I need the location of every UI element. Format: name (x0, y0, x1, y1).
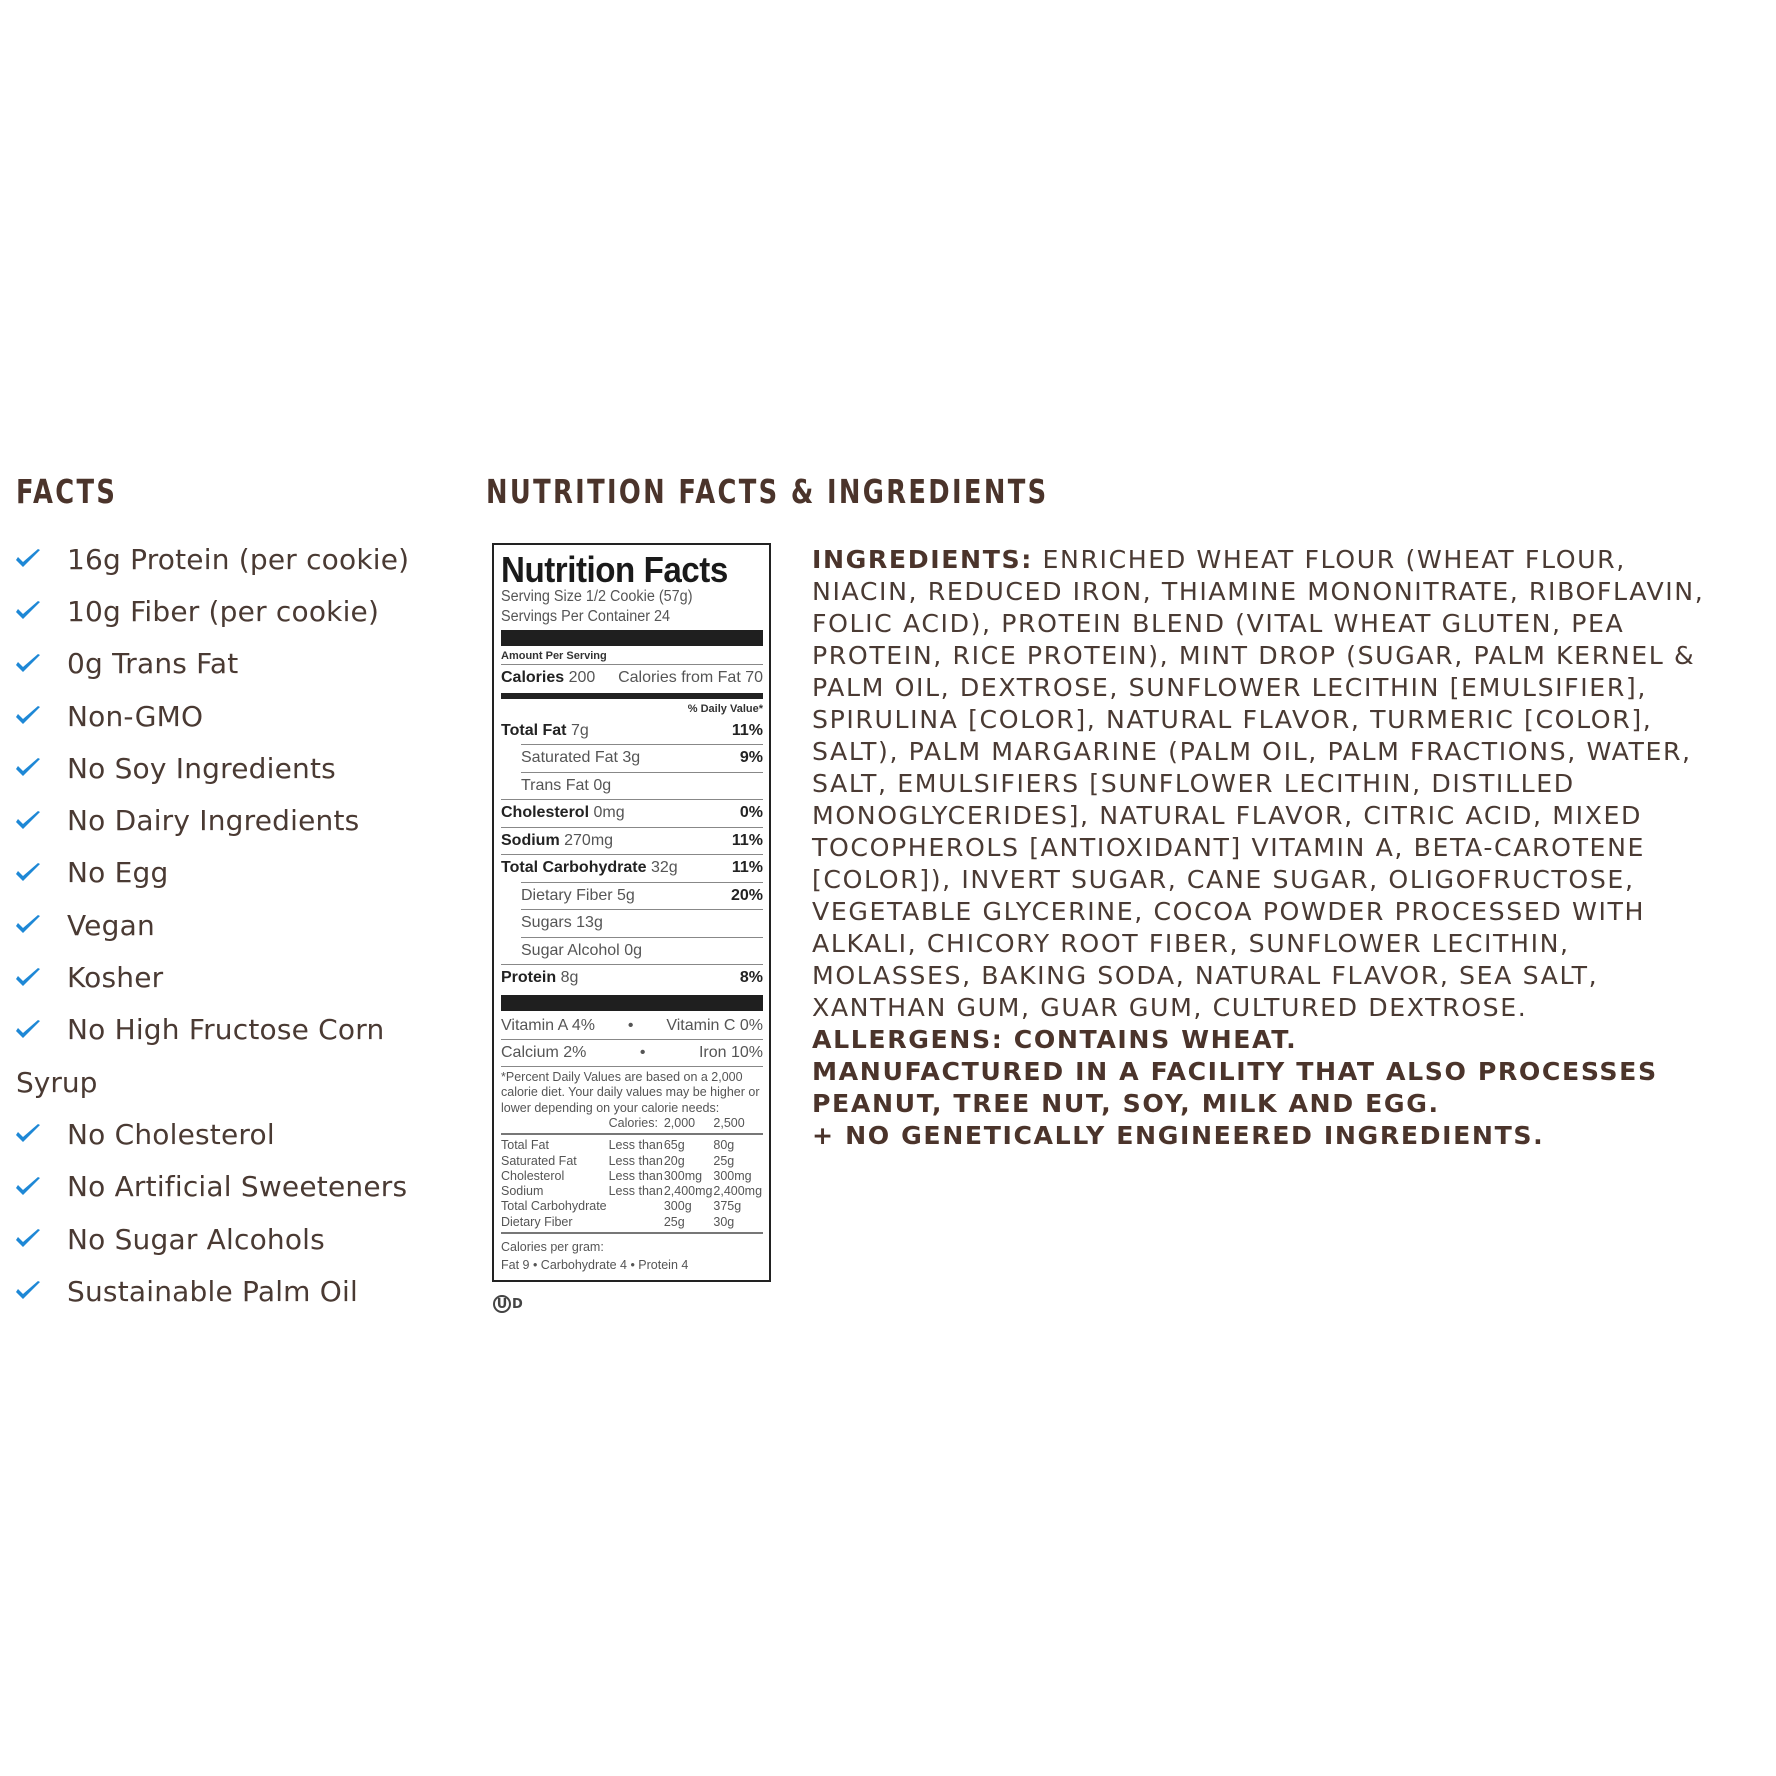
checkmark-icon (14, 547, 54, 571)
dv-table-cell: 20g (663, 1153, 685, 1168)
nutrient-daily-value: 0% (739, 804, 763, 822)
nutrient-daily-value: 11% (731, 859, 763, 877)
nutrient-amount: 0g (624, 941, 642, 959)
bullet-separator: • (627, 1016, 634, 1034)
daily-value-table (501, 1116, 763, 1230)
ingredient-text: FOLIC ACID), PROTEIN BLEND (VITAL WHEAT GLUTEN, PEA (812, 609, 1625, 638)
nutrient-row (501, 799, 763, 827)
dv-table-cell: Saturated Fat (501, 1153, 577, 1168)
calories-value: 200 (568, 669, 596, 687)
fact-label: No Cholesterol (67, 1117, 275, 1151)
ingredient-line (812, 896, 1772, 928)
nutrient-name: Sugar Alcohol (521, 941, 620, 959)
medium-divider (501, 693, 763, 699)
dv-table-cell: Total Fat (501, 1138, 549, 1153)
vitamin-right: Vitamin C 0% (666, 1016, 763, 1034)
fact-item (14, 951, 414, 1003)
dv-table-header (501, 1116, 763, 1134)
checkmark-icon (14, 1175, 54, 1199)
ingredient-line (812, 576, 1772, 608)
ingredient-text: MONOGLYCERIDES], NATURAL FLAVOR, CITRIC ACID, MIXED (812, 801, 1642, 830)
checkmark-icon (14, 1227, 54, 1251)
dv-table-cell: Cholesterol (501, 1168, 565, 1183)
nutrient-row (501, 827, 763, 855)
vitamin-row (501, 1013, 763, 1039)
dv-table-row (501, 1215, 763, 1230)
nutrient-rows (501, 718, 763, 992)
ingredient-line (812, 544, 1772, 576)
ingredient-text: SPIRULINA [COLOR], NATURAL FLAVOR, TURMERIC [COLOR], (812, 705, 1653, 734)
fact-item (14, 847, 414, 899)
checkmark-icon (14, 809, 54, 833)
ingredient-text: PALM OIL, DEXTROSE, SUNFLOWER LECITHIN [EMULSIFIER], (812, 673, 1647, 702)
ingredient-line (812, 608, 1772, 640)
nutrient-row (521, 772, 763, 800)
ingredient-text: NIACIN, REDUCED IRON, THIAMINE MONONITRATE, RIBOFLAVIN, (812, 577, 1705, 606)
nutrient-name: Trans Fat (521, 776, 589, 794)
nutrient-daily-value: 8% (739, 969, 763, 987)
nutrient-name: Saturated Fat (521, 749, 618, 767)
facts-heading: FACTS (16, 472, 118, 511)
ingredient-text: [COLOR]), INVERT SUGAR, CANE SUGAR, OLIGOFRUCTOSE, (812, 865, 1635, 894)
dv-table-cell: 300g (663, 1199, 692, 1214)
vitamin-row (501, 1039, 763, 1066)
servings-per-container: Servings Per Container 24 (501, 608, 671, 625)
kosher-dairy-symbol (493, 1295, 523, 1313)
dv-table-header-cell (501, 1116, 609, 1134)
nutrient-amount: 8g (560, 969, 579, 987)
fact-label: No Dairy Ingredients (67, 804, 360, 838)
dv-table-cell: 25g (713, 1153, 735, 1168)
fact-item-continuation: Syrup (16, 1065, 98, 1099)
dv-table-cell: Less than (608, 1168, 663, 1183)
nutrient-amount: 270mg (564, 831, 614, 849)
nutrient-name: Protein (501, 969, 557, 987)
dv-table-cell: Total Carbohydrate (501, 1199, 607, 1214)
facts-checklist (14, 533, 414, 1317)
fact-label: 10g Fiber (per cookie) (67, 594, 380, 628)
dv-table-cell: 2,400mg (663, 1184, 713, 1199)
nutrient-name: Sugars (521, 914, 572, 932)
fact-label: 0g Trans Fat (67, 647, 239, 681)
facility-statement-line-1: MANUFACTURED IN A FACILITY THAT ALSO PROCESSES (812, 1057, 1658, 1086)
dv-table-cell: Less than (608, 1138, 663, 1153)
ingredient-line (812, 960, 1772, 992)
nutrition-label-title: Nutrition Facts (501, 549, 728, 590)
vitamin-rows (501, 1013, 763, 1066)
nutrient-name: Sodium (501, 831, 560, 849)
fact-label: Sustainable Palm Oil (67, 1274, 358, 1308)
nutrient-daily-value: 11% (731, 721, 763, 739)
ingredients-label: INGREDIENTS: (812, 545, 1033, 574)
calories-from-fat: Calories from Fat 70 (618, 669, 763, 687)
fact-label: No High Fructose Corn (67, 1013, 385, 1047)
calories-per-gram-label: Calories per gram: (501, 1240, 604, 1255)
nutrient-row (521, 882, 763, 910)
dv-table-row (501, 1138, 763, 1153)
nutrient-row (521, 744, 763, 772)
calories-row (501, 664, 763, 692)
ingredient-line (812, 992, 1772, 1024)
checkmark-icon (14, 1122, 54, 1146)
kosher-dairy-suffix: D (512, 1296, 523, 1312)
ingredient-line (812, 640, 1772, 672)
nutrient-name: Dietary Fiber (521, 886, 613, 904)
vitamin-left: Vitamin A 4% (501, 1016, 595, 1034)
nutrient-name: Cholesterol (501, 804, 590, 822)
dv-table-row (501, 1154, 763, 1169)
checkmark-icon (14, 1279, 54, 1303)
ingredient-line (812, 704, 1772, 736)
dv-table-cell: Dietary Fiber (501, 1214, 573, 1229)
dv-table-cell: Less than (608, 1184, 663, 1199)
checkmark-icon (14, 756, 54, 780)
checkmark-icon (14, 599, 54, 623)
allergens-statement: ALLERGENS: CONTAINS WHEAT. (812, 1025, 1298, 1054)
daily-value-footnote: *Percent Daily Values are based on a 2,000 calorie diet. Your daily values may be higher or lower depending on your calorie needs: (501, 1069, 760, 1115)
checkmark-icon (14, 913, 54, 937)
fact-item (14, 1161, 414, 1213)
fact-item (14, 1265, 414, 1317)
bullet-separator: • (639, 1043, 646, 1061)
nutrient-amount: 13g (576, 914, 603, 932)
nutrition-facts-label (492, 543, 771, 1282)
thick-divider (501, 630, 763, 646)
checkmark-icon (14, 861, 54, 885)
ou-kosher-icon: U (493, 1295, 511, 1313)
nutrition-ingredients-heading: NUTRITION FACTS & INGREDIENTS (486, 472, 1049, 511)
nutrient-row (521, 909, 763, 937)
dv-table-cell (609, 1215, 664, 1230)
checkmark-icon (14, 966, 54, 990)
fact-item (14, 1108, 414, 1160)
dv-table-header-cell: Calories: (608, 1116, 658, 1130)
vitamin-right: Iron 10% (698, 1043, 763, 1061)
nutrient-row (501, 964, 763, 992)
fact-item (14, 638, 414, 690)
non-ge-statement: + NO GENETICALLY ENGINEERED INGREDIENTS. (812, 1121, 1545, 1150)
nutrient-amount: 7g (570, 721, 589, 739)
ingredient-text: ENRICHED WHEAT FLOUR (WHEAT FLOUR, (1032, 545, 1626, 574)
checkmark-icon (14, 704, 54, 728)
dv-table-cell: 300mg (713, 1168, 752, 1183)
fact-item (14, 899, 414, 951)
nutrient-amount: 3g (622, 749, 641, 767)
fact-label: Non-GMO (67, 699, 204, 733)
fact-label: No Soy Ingredients (67, 751, 336, 785)
fact-label: No Sugar Alcohols (67, 1222, 325, 1256)
fact-item (14, 585, 414, 637)
nutrient-amount: 32g (650, 859, 678, 877)
dv-table-cell: Sodium (501, 1184, 544, 1199)
nutrient-name: Total Carbohydrate (501, 859, 647, 877)
dv-table-row (501, 1199, 763, 1214)
dv-table-cell: 25g (663, 1214, 685, 1229)
ingredient-lines (812, 544, 1772, 1024)
calories-label: Calories (501, 669, 565, 687)
ingredient-line (812, 768, 1772, 800)
checkmark-icon (14, 652, 54, 676)
nutrient-name: Total Fat (501, 721, 567, 739)
fact-label: Kosher (67, 961, 164, 995)
dv-table-header-cell: 2,500 (713, 1116, 745, 1130)
ingredients-block (812, 544, 1772, 1152)
fact-label: No Egg (67, 856, 169, 890)
checkmark-icon (14, 1018, 54, 1042)
nutrient-row (501, 854, 763, 882)
calories-per-gram: Fat 9 • Carbohydrate 4 • Protein 4 (501, 1258, 689, 1273)
fact-label: No Artificial Sweeteners (67, 1170, 408, 1204)
fact-item (14, 1213, 414, 1265)
dv-table-header-cell: 2,000 (663, 1116, 696, 1130)
nutrient-daily-value: 9% (739, 749, 763, 767)
fact-item (14, 794, 414, 846)
ingredient-line (812, 672, 1772, 704)
ingredient-text: SALT, EMULSIFIERS [SUNFLOWER LECITHIN, DISTILLED (812, 769, 1575, 798)
ingredient-line (812, 800, 1772, 832)
dv-table-cell: 80g (713, 1138, 735, 1153)
fact-label: Vegan (67, 908, 155, 942)
dv-table-row (501, 1184, 763, 1199)
ingredient-line (812, 864, 1772, 896)
dv-table-cell (609, 1199, 664, 1214)
thick-divider (501, 995, 763, 1011)
nutrient-daily-value: 11% (731, 831, 763, 849)
fact-item (14, 1004, 414, 1056)
ingredient-line (812, 832, 1772, 864)
amount-per-serving: Amount Per Serving (501, 650, 607, 662)
dv-table-cell: 375g (713, 1199, 742, 1214)
ingredient-text: TOCOPHEROLS [ANTIOXIDANT] VITAMIN A, BETA-CAROTENE (812, 833, 1646, 862)
nutrient-row (521, 937, 763, 965)
fact-item (14, 742, 414, 794)
dv-table-cell: 2,400mg (713, 1184, 763, 1199)
dv-table-row (501, 1169, 763, 1184)
divider (501, 1232, 763, 1234)
ingredient-text: MOLASSES, BAKING SODA, NATURAL FLAVOR, SEA SALT, (812, 961, 1599, 990)
facility-statement-line-2: PEANUT, TREE NUT, SOY, MILK AND EGG. (812, 1089, 1440, 1118)
serving-size: Serving Size 1/2 Cookie (57g) (501, 588, 693, 605)
nutrient-amount: 0g (593, 776, 612, 794)
dv-table-cell: Less than (608, 1153, 663, 1168)
vitamin-left: Calcium 2% (501, 1043, 587, 1061)
daily-value-header: % Daily Value* (687, 702, 763, 715)
ingredient-text: XANTHAN GUM, GUAR GUM, CULTURED DEXTROSE. (812, 993, 1528, 1022)
ingredient-text: ALKALI, CHICORY ROOT FIBER, SUNFLOWER LECITHIN, (812, 929, 1570, 958)
nutrient-daily-value: 20% (730, 886, 763, 904)
ingredient-text: PROTEIN, RICE PROTEIN), MINT DROP (SUGAR, PALM KERNEL & (812, 641, 1696, 670)
dv-table-cell: 65g (663, 1138, 685, 1153)
fact-item (14, 690, 414, 742)
ingredient-line (812, 736, 1772, 768)
fact-label: 16g Protein (per cookie) (67, 542, 410, 576)
dv-table-cell: 300mg (663, 1168, 703, 1183)
nutrient-amount: 0mg (593, 804, 625, 822)
nutrient-row (501, 718, 763, 745)
ingredient-line (812, 928, 1772, 960)
ingredient-text: VEGETABLE GLYCERINE, COCOA POWDER PROCESSED WITH (812, 897, 1645, 926)
nutrient-amount: 5g (617, 886, 635, 904)
fact-item (14, 533, 414, 585)
ingredient-text: SALT), PALM MARGARINE (PALM OIL, PALM FRACTIONS, WATER, (812, 737, 1692, 766)
dv-table-cell: 30g (713, 1214, 735, 1229)
